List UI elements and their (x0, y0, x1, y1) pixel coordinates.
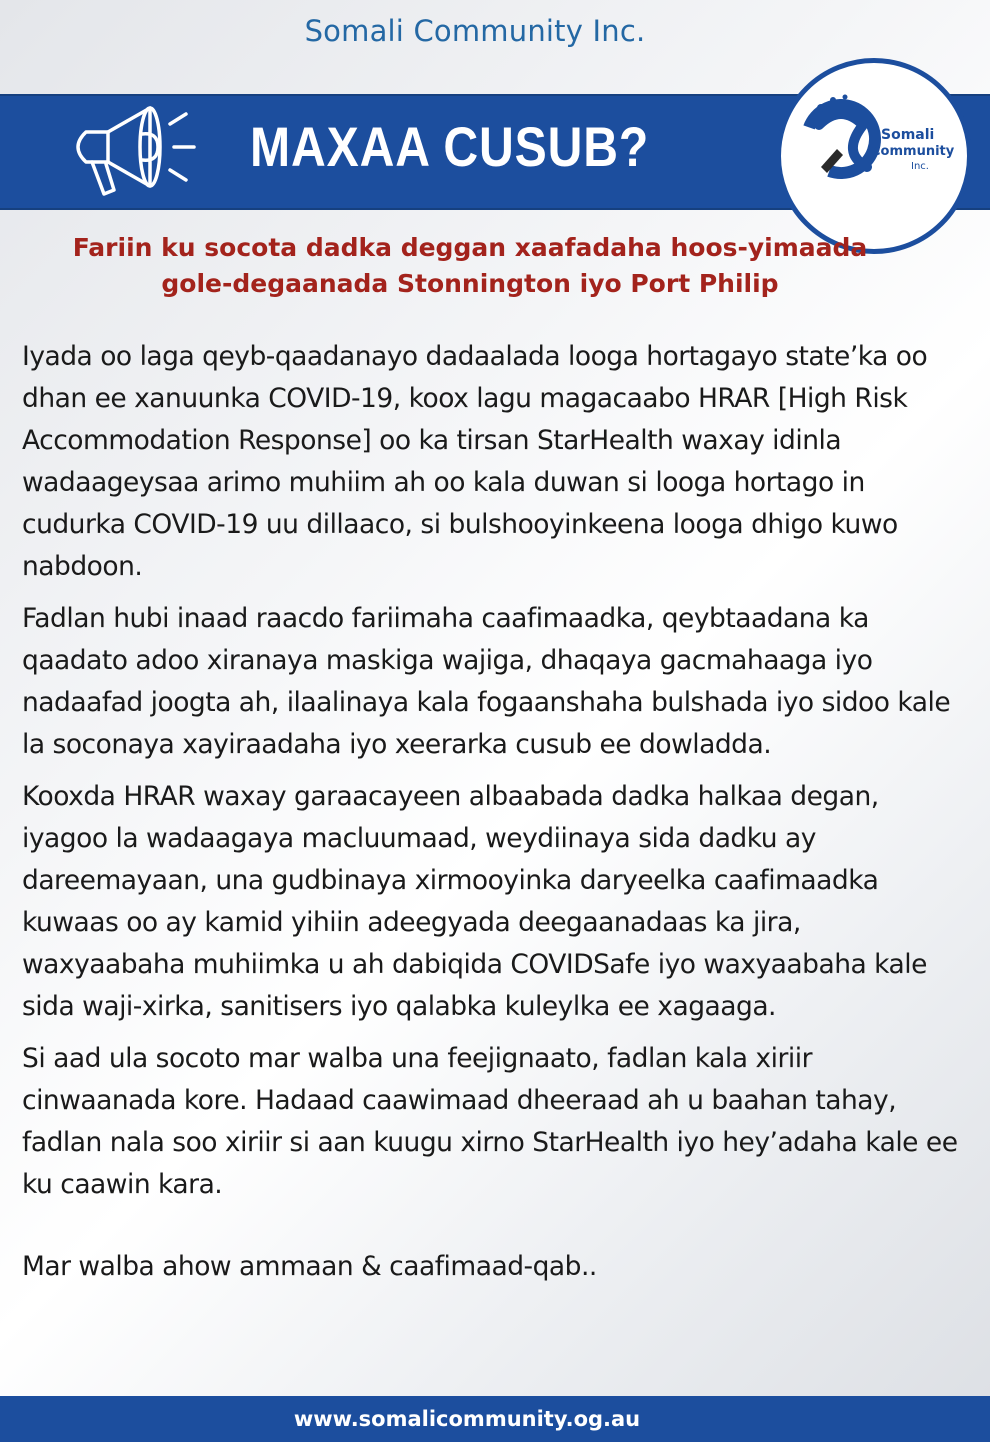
subtitle-line-2: gole-degaanada Stonnington iyo Port Philip (161, 269, 779, 298)
banner-title: MAXAA CUSUB? (250, 115, 650, 178)
subtitle (0, 230, 940, 302)
body-text (22, 336, 962, 1298)
paragraph-contact: Si aad ula socoto mar walba una feejignaato, fadlan kala xiriir cinwaanada kore. Hadaad caawimaad dheeraad ah u baahan tahay, fadlan nala soo xiriir si aan kuugu xirno StarHealth iyo hey’adaha kale ee ku caawin kara. (22, 1043, 958, 1200)
logo-text-community: Community (871, 144, 955, 159)
subtitle-line-1: Fariin ku socota dadka deggan xaafadaha hoos-yimaada (72, 233, 868, 262)
somali-community-logo (776, 58, 972, 254)
closing-line: Mar walba ahow ammaan & caafimaad-qab.. (22, 1251, 597, 1282)
logo-text-inc: Inc. (911, 161, 929, 172)
paragraph-health-messages: Fadlan hubi inaad raacdo fariimaha caafimaadka, qeybtaadana ka qaadato adoo xiranaya maskiga wajiga, dhaqaya gacmahaaga iyo nadaafad joogta ah, ilaalinaya kala fogaanshaha bulshada iyo sidoo kale la soconaya xayiraadaha iyo xeerarka cusub ee dowladda. (22, 603, 951, 760)
organization-name: Somali Community Inc. (304, 14, 646, 48)
megaphone-icon (58, 102, 208, 202)
paragraph-hrar-team: Kooxda HRAR waxay garaacayeen albaabada dadka halkaa degan, iyagoo la wadaagaya macluumaad, weydiinaya sida dadku ay dareemayaan, una gudbinaya xirmooyinka daryeelka caafimaadka kuwaas oo ay kamid yihiin adeegyada deegaanadaas ka jira, waxyaabaha muhiimka u ah dabiqida COVIDSafe iyo waxyaabaha kale sida waji-xirka, sanitisers iyo qalabka kuleylka ee xagaaga. (22, 781, 927, 1022)
logo-text-somali: Somali (881, 127, 935, 143)
footer-bar (0, 1396, 990, 1442)
paragraph-intro: Iyada oo laga qeyb-qaadanayo dadaalada looga hortagayo state’ka oo dhan ee xanuunka COVID-19, koox lagu magacaabo HRAR [High Risk Accommodation Response] oo ka tirsan StarHealth waxay idinla wadaageysaa arimo muhiim ah oo kala duwan si looga hortago in cudurka COVID-19 uu dillaaco, si bulshooyinkeena looga dhigo kuwo nabdoon. (22, 341, 928, 582)
footer-url[interactable]: www.somalicommunity.og.au (293, 1407, 641, 1431)
